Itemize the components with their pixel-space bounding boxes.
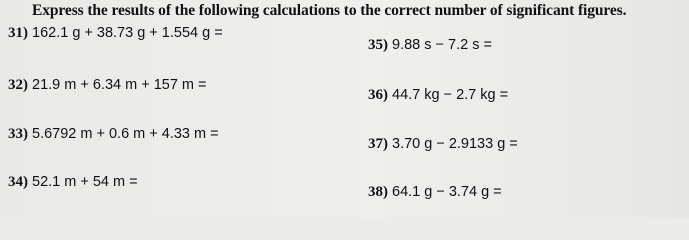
problem-expression: 21.9 m + 6.34 m + 157 m =	[32, 77, 207, 93]
problem-34	[8, 173, 138, 191]
problem-number: 31)	[8, 25, 28, 41]
problem-expression: 44.7 kg − 2.7 kg =	[392, 87, 509, 103]
problem-32	[8, 76, 207, 94]
problem-38	[368, 183, 502, 201]
problem-33	[8, 125, 219, 143]
problem-expression: 9.88 s − 7.2 s =	[392, 37, 492, 53]
problem-number: 33)	[8, 126, 28, 142]
problem-number: 37)	[368, 136, 388, 152]
problem-expression: 52.1 m + 54 m =	[32, 174, 138, 190]
problem-expression: 3.70 g − 2.9133 g =	[392, 136, 518, 152]
problem-36	[368, 86, 508, 104]
problem-number: 32)	[8, 77, 28, 93]
problem-37	[368, 135, 518, 153]
problem-number: 34)	[8, 174, 28, 190]
problem-expression: 5.6792 m + 0.6 m + 4.33 m =	[32, 126, 219, 142]
problem-number: 35)	[368, 37, 388, 53]
problem-31	[8, 24, 223, 42]
problem-number: 36)	[368, 87, 388, 103]
problem-expression: 64.1 g − 3.74 g =	[392, 184, 502, 200]
problem-35	[368, 36, 492, 54]
problem-number: 38)	[368, 184, 388, 200]
problem-expression: 162.1 g + 38.73 g + 1.554 g =	[32, 25, 223, 41]
instruction-text: Express the results of the following calculations to the correct number of significant figures.	[32, 2, 627, 19]
